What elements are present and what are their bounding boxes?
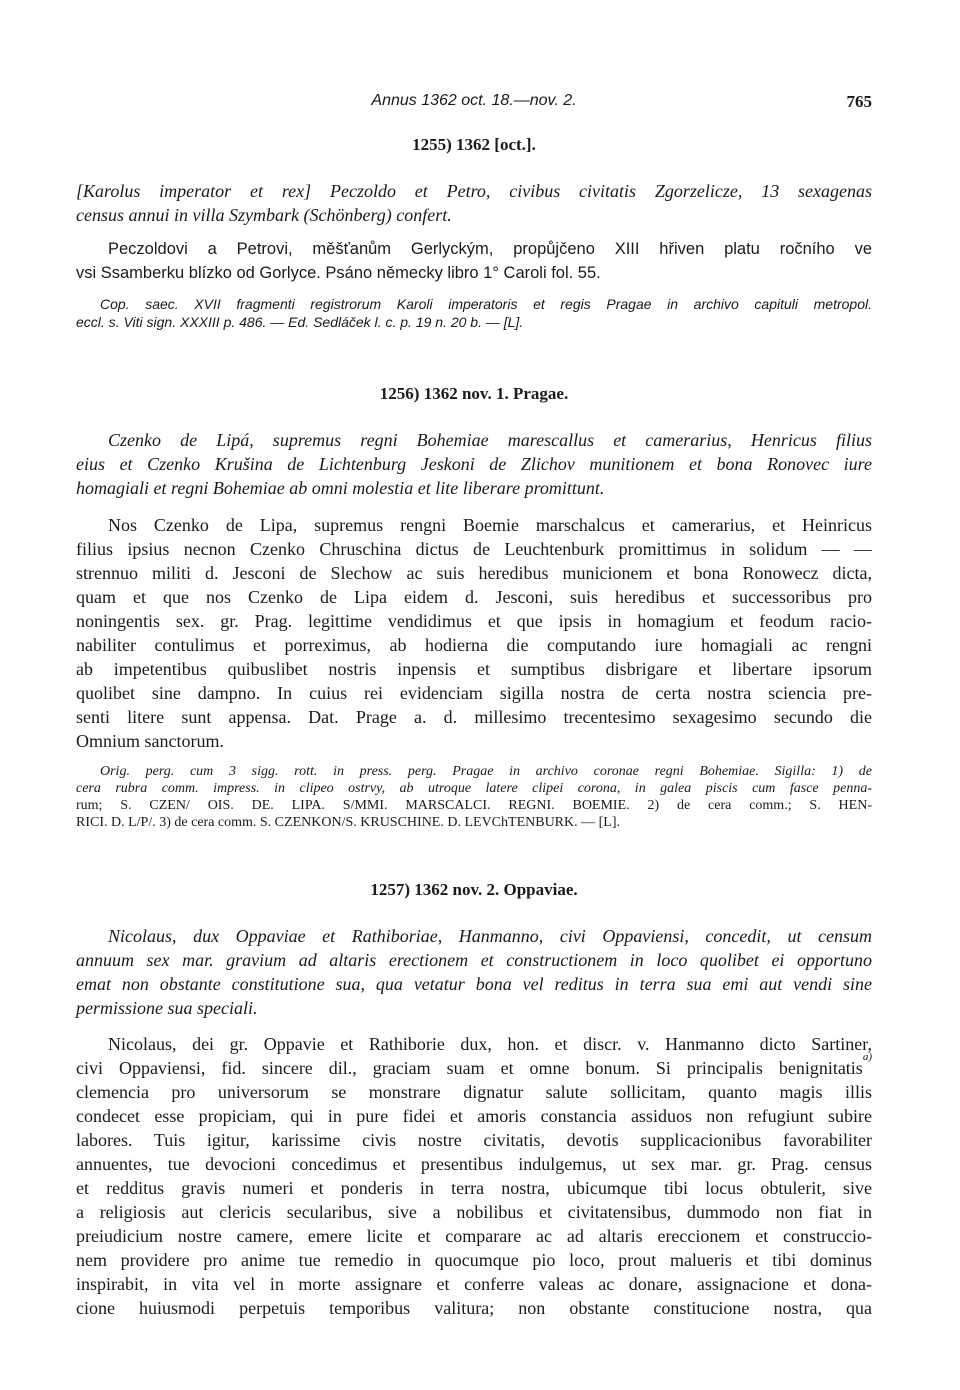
regest-line: eius et Czenko Krušina de Lichtenburg Jeskoni de Zlichov munitionem et bona Ronovec iure [76,454,872,474]
entry-heading-1257: 1257) 1362 nov. 2. Oppaviae. [370,880,578,899]
charter-text-line: nem providere pro anime tue remedio in quocumque pio loco, prout malueris et tibi dominus [76,1250,872,1270]
regest-line: permissione sua speciali. [76,998,258,1018]
regest-line: [Karolus imperator et rex] Peczoldo et Petro, civibus civitatis Zgorzelicze, 13 sexagenas [76,181,872,201]
charter-text-line: labores. Tuis igitur, karissime civis nostre civitatis, devotis supplicacionibus favorabiliter [76,1130,872,1150]
regest-line: Nicolaus, dux Oppaviae et Rathiboriae, Hanmanno, civi Oppaviensi, concedit, ut censum [108,926,872,946]
regest-line: emat non obstante constitutione sua, qua vetatur bona vel reditus in terra sua emi aut vendi sine [76,974,872,994]
charter-text-line: ab impetentibus quibuslibet nostris inpensis et sumptibus disbrigare et libertare ipsorum [76,659,872,679]
source-note-line: Cop. saec. XVII fragmenti registrorum Karoli imperatoris et regis Pragae in archivo capituli metropol. [100,296,872,312]
regest-line: census annui in villa Szymbark (Schönberg) confert. [76,205,452,225]
source-note-line: Orig. perg. cum 3 sigg. rott. in press. perg. Pragae in archivo coronae regni Bohemiae. Sigilla: 1) de [100,764,872,779]
czech-summary-line: Peczoldovi a Petrovi, měšťanům Gerlyckým, propůjčeno XIII hřiven platu ročního ve [108,240,872,258]
charter-text-line: nabiliter contulimus et porreximus, ab hodierna die computando iure homagiali ac rengni [76,635,872,655]
entry-heading-1255: 1255) 1362 [oct.]. [412,135,536,154]
charter-text-line: a religiosis aut clericis secularibus, sive a nobilibus et civitatensibus, dummodo non fiat in [76,1202,872,1222]
running-head: Annus 1362 oct. 18.—nov. 2. [371,92,577,109]
regest-line: Czenko de Lipá, supremus regni Bohemiae marescallus et camerarius, Henricus filius [108,430,872,450]
charter-text-line: senti litere sunt appensa. Dat. Prage a. d. millesimo trecentesimo sexagesimo secundo die [76,707,872,727]
charter-text-line: Nos Czenko de Lipa, supremus rengni Boemie marschalcus et camerarius, et Heinricus [108,515,872,535]
regest-line: homagiali et regni Bohemiae ab omni molestia et lite liberare promittunt. [76,478,605,498]
charter-text-line: inspirabit, in vita vel in morte assignare et conferre valeas ac donare, assignacione et dona- [76,1274,872,1294]
source-note-line: cera rubra comm. impress. in clipeo ostrvy, ab utroque latere clipei corona, in galea piscis cum fasce penna- [76,781,872,796]
source-note-line: RICI. D. L/P/. 3) de cera comm. S. CZENKON/S. KRUSCHINE. D. LEVChTENBURK. — [L]. [76,815,621,830]
charter-text-line: Nicolaus, dei gr. Oppavie et Rathiborie dux, hon. et discr. v. Hanmanno dicto Sartiner, [108,1034,872,1054]
charter-text-line: cione huiusmodi perpetuis temporibus valitura; non obstante constitucione nostra, qua [76,1298,872,1318]
charter-text-line: noningentis sex. gr. Prag. legittime vendidimus et que ipsis in homagium et feodum racio- [76,611,872,631]
source-note-line: rum; S. CZEN/ OIS. DE. LIPA. S/MMI. MARSCALCI. REGNI. BOEMIE. 2) de cera comm.; S. HEN- [76,798,872,813]
source-note-line: eccl. s. Viti sign. XXXIII p. 486. — Ed. Sedláček l. c. p. 19 n. 20 b. — [L]. [76,314,524,330]
footnote-marker: a) [862,1051,872,1063]
charter-text-line: Omnium sanctorum. [76,731,224,751]
charter-text: civi Oppaviensi, fid. sincere dil., graciam suam et omne bonum. Si principalis benignitatis [76,1058,863,1078]
charter-text-line: quam et que nos Czenko de Lipa eidem d. Jesconi, suis heredibus et successoribus pro [76,587,872,607]
entry-heading-1256: 1256) 1362 nov. 1. Pragae. [379,384,569,403]
charter-text-line: quolibet sine dampno. In cuius rei evidenciam sigilla nostra de certa nostra sciencia pre- [76,683,872,703]
charter-text-line: et redditus gravis numeri et ponderis in terra nostra, ubicumque tibi locus obtulerit, sive [76,1178,872,1198]
charter-text-line-with-footnote [76,1051,872,1079]
charter-text-line: filius ipsius necnon Czenko Chruschina dictus de Leuchtenburk promittimus in solidum — — [76,539,872,559]
regest-line: annuum sex mar. gravium ad altaris erectionem et constructionem in loco quolibet ei opportuno [76,950,872,970]
charter-text-line: annuentes, tue devocioni concedimus et presentibus indulgemus, ut sex mar. gr. Prag. census [76,1154,872,1174]
czech-summary-line: vsi Ssamberku blízko od Gorlyce. Psáno německy libro 1° Caroli fol. 55. [76,264,601,282]
charter-text-line: condecet esse propiciam, qui in pure fidei et amoris constancia assiduos non refugiunt subire [76,1106,872,1126]
charter-text-line: preiudicium nostre camere, emere licite et comparare ac ad altaris ereccionem et construccio- [76,1226,872,1246]
page-header [76,92,872,114]
page-number: 765 [846,92,872,111]
charter-text-line: strennuo militi d. Jesconi de Slechow ac suis heredibus municionem et bona Ronowecz dicta, [76,563,872,583]
charter-text-line: clemencia pro universorum se monstrare dignatur salute sollicitam, quanto magis illis [76,1082,872,1102]
